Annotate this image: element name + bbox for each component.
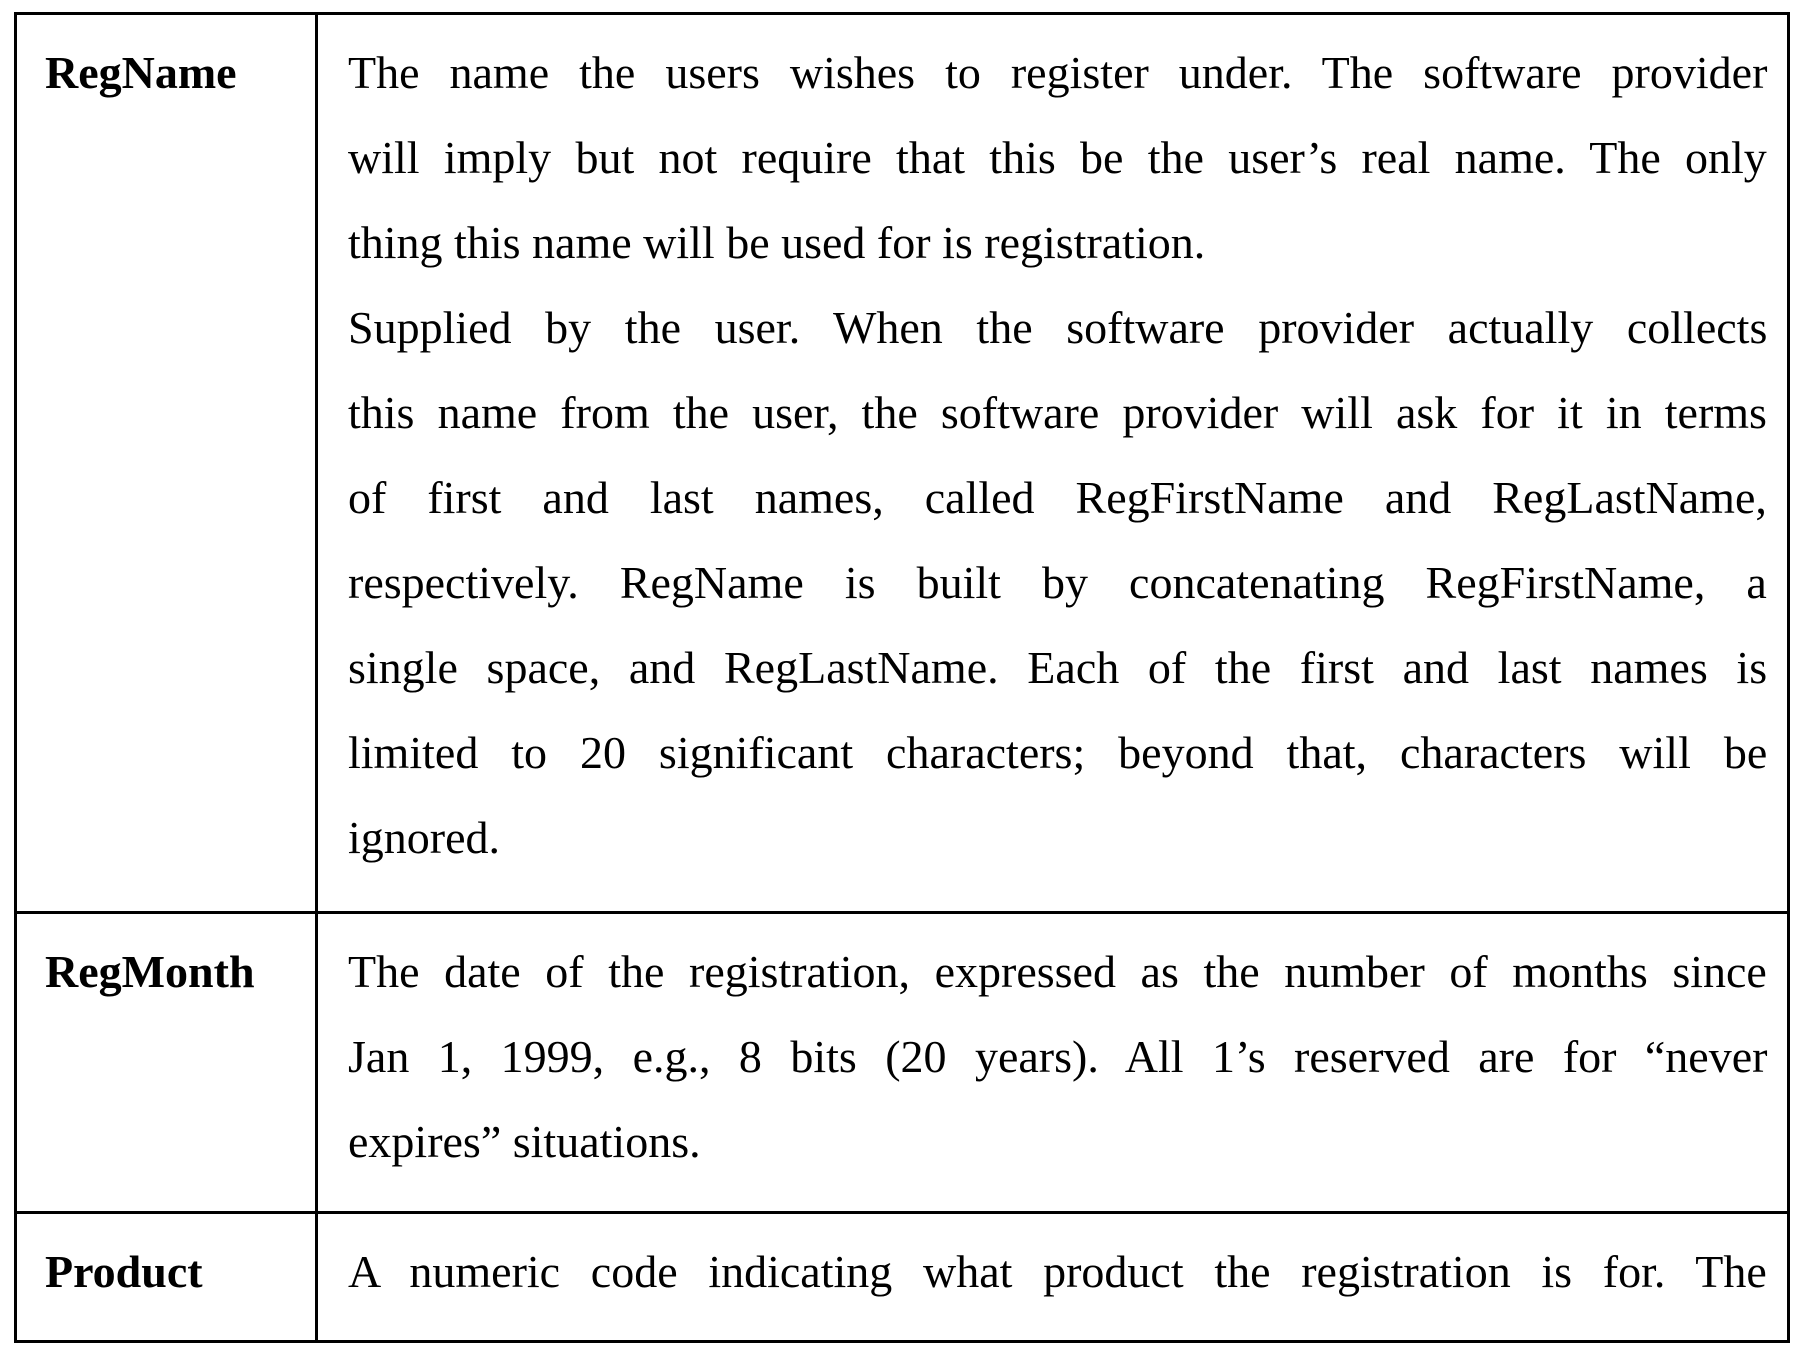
text-line: Supplied by the user. When the software provider actually collects	[348, 285, 1767, 370]
description-paragraph	[348, 929, 1767, 1184]
description-paragraph	[348, 30, 1767, 285]
field-description	[318, 914, 1787, 1211]
text-line: expires” situations.	[348, 1099, 1767, 1184]
text-line: single space, and RegLastName. Each of the first and last names is	[348, 625, 1767, 710]
text-line: A numeric code indicating what product the registration is for. The	[348, 1229, 1767, 1314]
field-name: Product	[17, 1214, 318, 1340]
field-name: RegName	[17, 15, 318, 911]
text-line: The name the users wishes to register under. The software provider	[348, 30, 1767, 115]
field-description	[318, 1214, 1787, 1340]
text-line: will imply but not require that this be the user’s real name. The only	[348, 115, 1767, 200]
text-line: The date of the registration, expressed as the number of months since	[348, 929, 1767, 1014]
table-row	[17, 1211, 1787, 1340]
description-paragraph	[348, 285, 1767, 880]
text-line: limited to 20 significant characters; beyond that, characters will be	[348, 710, 1767, 795]
text-line: of first and last names, called RegFirstName and RegLastName,	[348, 455, 1767, 540]
text-line: respectively. RegName is built by concatenating RegFirstName, a	[348, 540, 1767, 625]
text-line: Jan 1, 1999, e.g., 8 bits (20 years). All 1’s reserved are for “never	[348, 1014, 1767, 1099]
field-definition-table	[14, 12, 1790, 1343]
table-row	[17, 15, 1787, 911]
table-row	[17, 911, 1787, 1211]
text-line: ignored.	[348, 795, 1767, 880]
field-name: RegMonth	[17, 914, 318, 1211]
text-line: this name from the user, the software provider will ask for it in terms	[348, 370, 1767, 455]
description-paragraph	[348, 1229, 1767, 1314]
field-description	[318, 15, 1787, 911]
text-line: thing this name will be used for is registration.	[348, 200, 1767, 285]
